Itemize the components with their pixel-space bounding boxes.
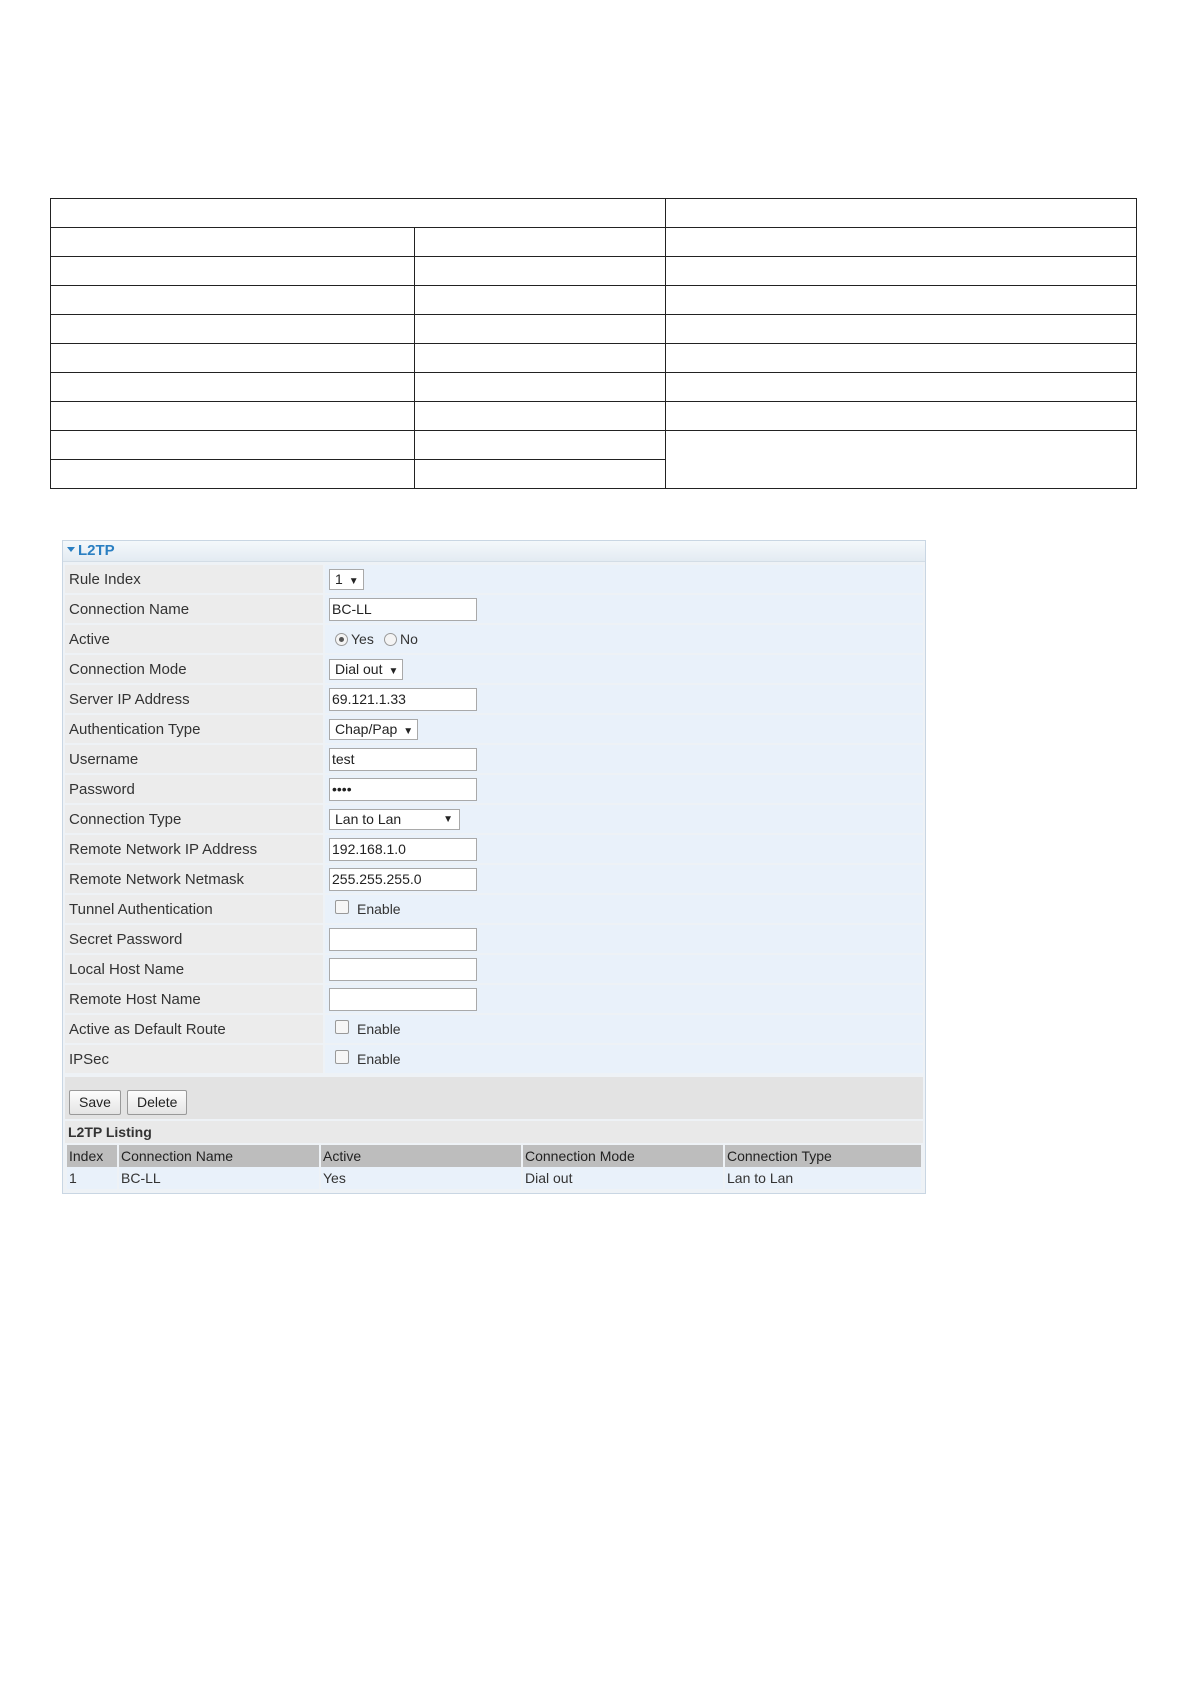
panel-header[interactable] <box>63 541 925 562</box>
remote-netmask-input[interactable]: 255.255.255.0 <box>329 868 477 891</box>
form-row-remote-host <box>65 985 923 1013</box>
blank-table-row <box>51 373 1137 402</box>
default-route-enable-label: Enable <box>357 1021 401 1038</box>
form-row-connection-name <box>65 595 923 623</box>
form-row-auth-type <box>65 715 923 743</box>
column-header: Connection Mode <box>523 1145 723 1167</box>
blank-table-row <box>51 431 1137 460</box>
blank-table-row <box>51 344 1137 373</box>
form-row-tunnel-auth <box>65 895 923 923</box>
ipsec-checkbox[interactable] <box>335 1050 349 1064</box>
column-header: Active <box>321 1145 521 1167</box>
tunnel-auth-checkbox[interactable] <box>335 900 349 914</box>
form-row-username <box>65 745 923 773</box>
blank-table-row <box>51 199 1137 228</box>
delete-button[interactable]: Delete <box>127 1090 187 1115</box>
auth-type-label: Authentication Type <box>65 715 323 743</box>
listing-header-row <box>67 1145 921 1167</box>
column-header: Connection Name <box>119 1145 319 1167</box>
username-label: Username <box>65 745 323 773</box>
secret-password-input[interactable] <box>329 928 477 951</box>
default-route-label: Active as Default Route <box>65 1015 323 1043</box>
remote-host-label: Remote Host Name <box>65 985 323 1013</box>
blank-table-row <box>51 286 1137 315</box>
auth-type-select[interactable]: Chap/Pap ▼ <box>329 719 418 740</box>
form-row-local-host <box>65 955 923 983</box>
form-row-ipsec <box>65 1045 923 1073</box>
local-host-input[interactable] <box>329 958 477 981</box>
connection-name-label: Connection Name <box>65 595 323 623</box>
cell-index: 1 <box>67 1167 117 1189</box>
blank-table-row <box>51 228 1137 257</box>
connection-type-label: Connection Type <box>65 805 323 833</box>
collapse-caret-icon[interactable] <box>67 547 75 552</box>
form-row-server-ip <box>65 685 923 713</box>
active-label: Active <box>65 625 323 653</box>
connection-mode-select[interactable]: Dial out ▼ <box>329 659 403 680</box>
connection-name-input[interactable]: BC-LL <box>329 598 477 621</box>
active-yes-label: Yes <box>351 631 374 648</box>
cell-connection-mode: Dial out <box>523 1167 723 1189</box>
active-yes-radio[interactable] <box>335 633 348 646</box>
table-row[interactable] <box>67 1167 921 1189</box>
ipsec-enable-label: Enable <box>357 1051 401 1068</box>
column-header: Connection Type <box>725 1145 921 1167</box>
column-header: Index <box>67 1145 117 1167</box>
dropdown-arrow-icon: ▼ <box>403 725 414 737</box>
remote-netmask-label: Remote Network Netmask <box>65 865 323 893</box>
local-host-label: Local Host Name <box>65 955 323 983</box>
blank-table-row <box>51 315 1137 344</box>
active-no-radio[interactable] <box>384 633 397 646</box>
dropdown-arrow-icon: ▼ <box>443 813 453 825</box>
tunnel-auth-label: Tunnel Authentication <box>65 895 323 923</box>
listing-title: L2TP Listing <box>65 1121 923 1143</box>
l2tp-form <box>63 563 925 1075</box>
form-row-active <box>65 625 923 653</box>
ipsec-label: IPSec <box>65 1045 323 1073</box>
server-ip-input[interactable]: 69.121.1.33 <box>329 688 477 711</box>
cell-connection-type: Lan to Lan <box>725 1167 921 1189</box>
panel-title: L2TP <box>78 542 115 559</box>
active-no-label: No <box>400 631 418 648</box>
l2tp-panel <box>62 540 926 1194</box>
form-row-remote-netmask <box>65 865 923 893</box>
blank-table <box>50 198 1137 489</box>
form-row-remote-ip <box>65 835 923 863</box>
password-label: Password <box>65 775 323 803</box>
rule-index-select[interactable]: 1 ▼ <box>329 569 364 590</box>
default-route-checkbox[interactable] <box>335 1020 349 1034</box>
l2tp-listing-table <box>65 1145 923 1189</box>
save-button[interactable]: Save <box>69 1090 121 1115</box>
form-row-rule-index <box>65 565 923 593</box>
form-row-secret-password <box>65 925 923 953</box>
form-row-connection-mode <box>65 655 923 683</box>
tunnel-auth-enable-label: Enable <box>357 901 401 918</box>
password-input[interactable]: •••• <box>329 778 477 801</box>
remote-ip-input[interactable]: 192.168.1.0 <box>329 838 477 861</box>
form-row-default-route <box>65 1015 923 1043</box>
button-bar <box>65 1077 923 1119</box>
server-ip-label: Server IP Address <box>65 685 323 713</box>
form-row-password <box>65 775 923 803</box>
cell-connection-name: BC-LL <box>119 1167 319 1189</box>
rule-index-label: Rule Index <box>65 565 323 593</box>
secret-password-label: Secret Password <box>65 925 323 953</box>
remote-ip-label: Remote Network IP Address <box>65 835 323 863</box>
form-row-connection-type <box>65 805 923 833</box>
dropdown-arrow-icon: ▼ <box>388 665 399 677</box>
remote-host-input[interactable] <box>329 988 477 1011</box>
blank-table-row <box>51 257 1137 286</box>
blank-table-row <box>51 402 1137 431</box>
cell-active: Yes <box>321 1167 521 1189</box>
dropdown-arrow-icon: ▼ <box>348 575 359 587</box>
username-input[interactable]: test <box>329 748 477 771</box>
connection-type-select[interactable]: Lan to Lan ▼ <box>329 809 460 830</box>
connection-mode-label: Connection Mode <box>65 655 323 683</box>
